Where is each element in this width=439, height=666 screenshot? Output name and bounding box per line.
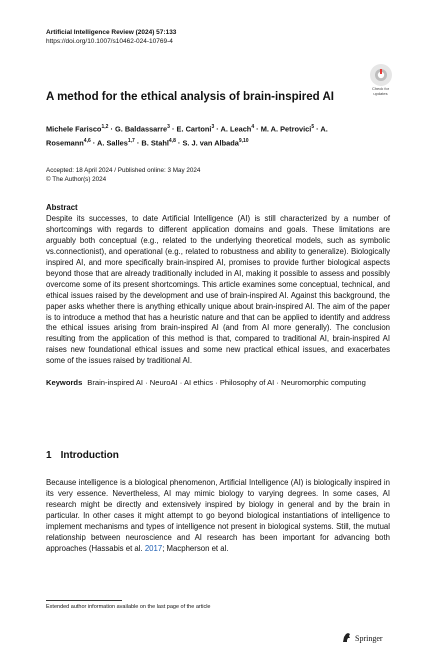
keywords-section <box>46 378 390 389</box>
author-affiliation: 9,10 <box>238 138 249 145</box>
author-separator: · <box>134 138 142 148</box>
abstract-text: Despite its successes, to date Artificial Intelligence (AI) is still characterized by a number of shortcomings with regards to different application domains and goals. These limitations are arguably both conceptual (e.g., related to the underlying theoretical models, such as symbolic vs.connectionist), and operational (e.g., related to robustness and ability to generalize). Biologically inspired AI, and more specifically brain-inspired AI, promises to provide further biological aspects beyond those that are already traditionally included in AI, making it possible to assess and possibly overcome some of its present shortcomings. This article examines some conceptual, technical, and ethical issues raised by the development and use of brain-inspired AI. Against this background, the paper asks whether there is anything ethically unique about brain-inspired AI. The aim of the paper is to introduce a method that has a heuristic nature and that can be applied to identify and address the ethical issues arising from brain-inspired AI (and from AI more generally). The conclusion resulting from the application of this method is that, compared to traditional AI, brain-inspired AI raises new foundational ethical issues and some new practical ethical issues, and exacerbates some of the issues raised by traditional AI. <box>46 213 390 366</box>
section-title: Introduction <box>60 450 119 461</box>
section-heading-introduction <box>46 450 119 461</box>
author-name[interactable]: A. Rosemann <box>46 124 328 148</box>
author-name[interactable]: E. Cartoni <box>176 124 212 134</box>
author-name[interactable]: Michele Farisco <box>46 124 102 134</box>
author-name[interactable]: A. Salles <box>97 138 128 148</box>
author-separator: · <box>314 124 321 134</box>
author-separator: · <box>175 138 183 148</box>
introduction-text <box>46 477 390 554</box>
author-affiliation: 3 <box>211 124 215 130</box>
check-for-updates-badge[interactable] <box>368 64 393 96</box>
accepted-published-dates: Accepted: 18 April 2024 / Published online: 3 May 2024 <box>46 167 201 174</box>
author-affiliation: 4 <box>251 124 255 130</box>
footnote-divider <box>46 600 122 601</box>
check-for-updates-label: Check for updates <box>371 86 390 96</box>
author-affiliation: 4,8 <box>168 138 176 145</box>
author-name[interactable]: M. A. Petrovici <box>260 124 312 134</box>
author-affiliation: 3 <box>167 124 170 130</box>
author-affiliation: 5 <box>311 124 315 130</box>
author-separator: · <box>169 124 177 134</box>
journal-name: Artificial Intelligence Review (2024) 57:133 <box>46 29 177 36</box>
publisher-logo <box>341 632 383 645</box>
author-name[interactable]: G. Baldassarre <box>114 124 168 134</box>
intro-paragraph-cont: ; Macpherson et al. <box>162 544 229 554</box>
check-for-updates-icon <box>370 64 392 86</box>
author-separator: · <box>90 138 98 148</box>
springer-horse-icon <box>341 632 352 645</box>
author-separator: · <box>254 124 261 134</box>
article-title: A method for the ethical analysis of brain-inspired AI <box>46 91 334 103</box>
journal-header <box>46 29 176 46</box>
abstract-section <box>46 203 390 367</box>
author-info-footnote: Extended author information available on the last page of the article <box>46 604 211 610</box>
citation-link[interactable]: 2017 <box>144 544 163 554</box>
author-affiliation: 4,6 <box>83 138 91 145</box>
copyright-line: © The Author(s) 2024 <box>46 175 107 183</box>
section-number: 1 <box>46 450 52 461</box>
author-name[interactable]: A. Leach <box>220 124 252 134</box>
author-affiliation: 1,2 <box>101 124 109 130</box>
doi-link[interactable]: https://doi.org/10.1007/s10462-024-10769-4 <box>46 37 173 45</box>
intro-paragraph: Because intelligence is a biological phenomenon, Artificial Intelligence (AI) is biologically inspired in its very essence. Nevertheless, AI may mimic biology to varying degrees. In some cases, AI research might be directly and extensively inspired by biology in general and by the brain in particular. In other cases it might attempt to go beyond biological instantiations of intelligence to implement mechanisms and types of intelligence not present in biological systems. Still, the mutual relationship between neuroscience and AI research has been important for advancing both approaches (Hassabis et al. <box>46 478 390 554</box>
abstract-heading: Abstract <box>46 203 78 212</box>
author-separator: · <box>108 124 115 134</box>
author-separator: · <box>214 124 221 134</box>
keywords-label: Keywords <box>46 378 83 387</box>
author-name[interactable]: S. J. van Albada <box>182 138 239 148</box>
author-name[interactable]: B. Stahl <box>141 138 169 148</box>
publisher-name: Springer <box>355 634 383 643</box>
keywords-text: Brain-inspired AI · NeuroAI · AI ethics · Philosophy of AI · Neuromorphic computing <box>87 378 366 387</box>
author-list <box>46 121 366 150</box>
publication-dates <box>46 167 200 184</box>
author-affiliation: 1,7 <box>127 138 135 145</box>
